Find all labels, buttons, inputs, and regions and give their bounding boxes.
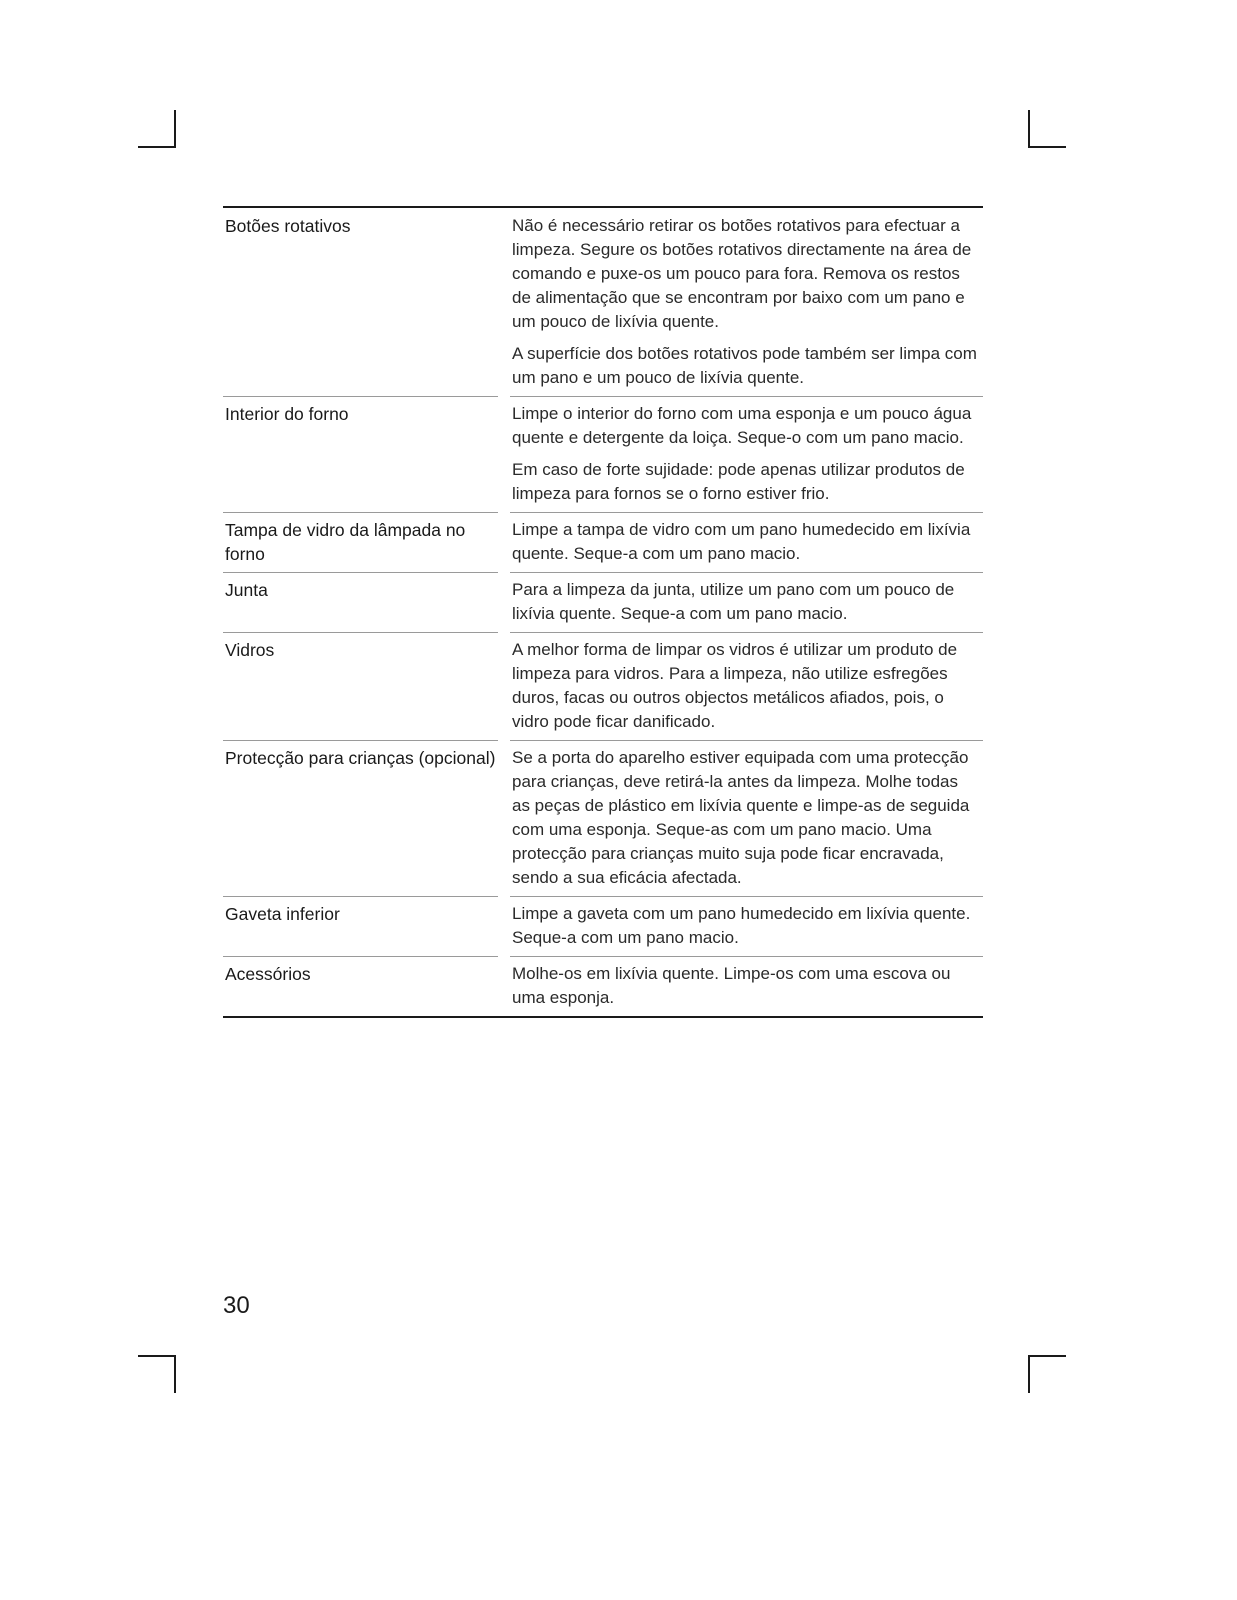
row-label: Protecção para crianças (opcional) <box>225 748 496 768</box>
description-paragraph: Limpe a tampa de vidro com um pano humedecido em lixívia quente. Seque-a com um pano macio. <box>512 520 971 563</box>
table-row <box>223 572 983 632</box>
row-description <box>510 896 983 956</box>
row-description <box>510 396 983 512</box>
table-row <box>223 956 983 1016</box>
description-paragraph: Para a limpeza da junta, utilize um pano com um pouco de lixívia quente. Seque-a com um pano macio. <box>512 580 955 623</box>
row-description <box>510 512 983 572</box>
row-label: Tampa de vidro da lâmpada no forno <box>225 520 466 564</box>
crop-mark-bottom-right <box>1028 1355 1066 1393</box>
description-paragraph: Em caso de forte sujidade: pode apenas utilizar produtos de limpeza para fornos se o forno estiver frio. <box>512 460 965 503</box>
description-paragraph: Molhe-os em lixívia quente. Limpe-os com uma escova ou uma esponja. <box>512 964 951 1007</box>
table-row <box>223 896 983 956</box>
row-label: Gaveta inferior <box>225 904 340 924</box>
row-label: Junta <box>225 580 268 600</box>
description-paragraph: Limpe o interior do forno com uma esponja e um pouco água quente e detergente da loiça. Seque-o com um pano macio. <box>512 404 972 447</box>
table-row <box>223 512 983 572</box>
table-row <box>223 396 983 512</box>
table-row <box>223 208 983 396</box>
row-label: Interior do forno <box>225 404 349 424</box>
description-paragraph: A melhor forma de limpar os vidros é utilizar um produto de limpeza para vidros. Para a limpeza, não utilize esfregões duros, facas ou outros objectos metálicos afiados, pois, o vidro pode ficar danificado. <box>512 640 958 731</box>
row-description <box>510 572 983 632</box>
description-paragraph: Não é necessário retirar os botões rotativos para efectuar a limpeza. Segure os botões rotativos directamente na área de comando e puxe-os um pouco para fora. Remova os restos de alimentação que se encontram por baixo com um pano e um pouco de lixívia quente. <box>512 216 972 331</box>
row-description <box>510 208 983 396</box>
description-paragraph: Limpe a gaveta com um pano humedecido em lixívia quente. Seque-a com um pano macio. <box>512 904 971 947</box>
row-description <box>510 632 983 740</box>
row-label: Vidros <box>225 640 275 660</box>
description-paragraph: Se a porta do aparelho estiver equipada com uma protecção para crianças, deve retirá-la antes da limpeza. Molhe todas as peças de plástico em lixívia quente e limpe-as de seguida com uma esponja. Seque-as com um pano macio. Uma protecção para crianças muito suja pode ficar encravada, sendo a sua eficácia afectada. <box>512 748 970 887</box>
crop-mark-bottom-left <box>138 1355 176 1393</box>
row-description <box>510 740 983 896</box>
table-row <box>223 632 983 740</box>
description-paragraph: A superfície dos botões rotativos pode também ser limpa com um pano e um pouco de lixívia quente. <box>512 344 977 387</box>
row-label: Acessórios <box>225 964 311 984</box>
crop-mark-top-right <box>1028 110 1066 148</box>
table-row <box>223 740 983 896</box>
row-label: Botões rotativos <box>225 216 351 236</box>
cleaning-table <box>223 206 983 1018</box>
row-description <box>510 956 983 1016</box>
page-number: 30 <box>223 1292 250 1319</box>
crop-mark-top-left <box>138 110 176 148</box>
